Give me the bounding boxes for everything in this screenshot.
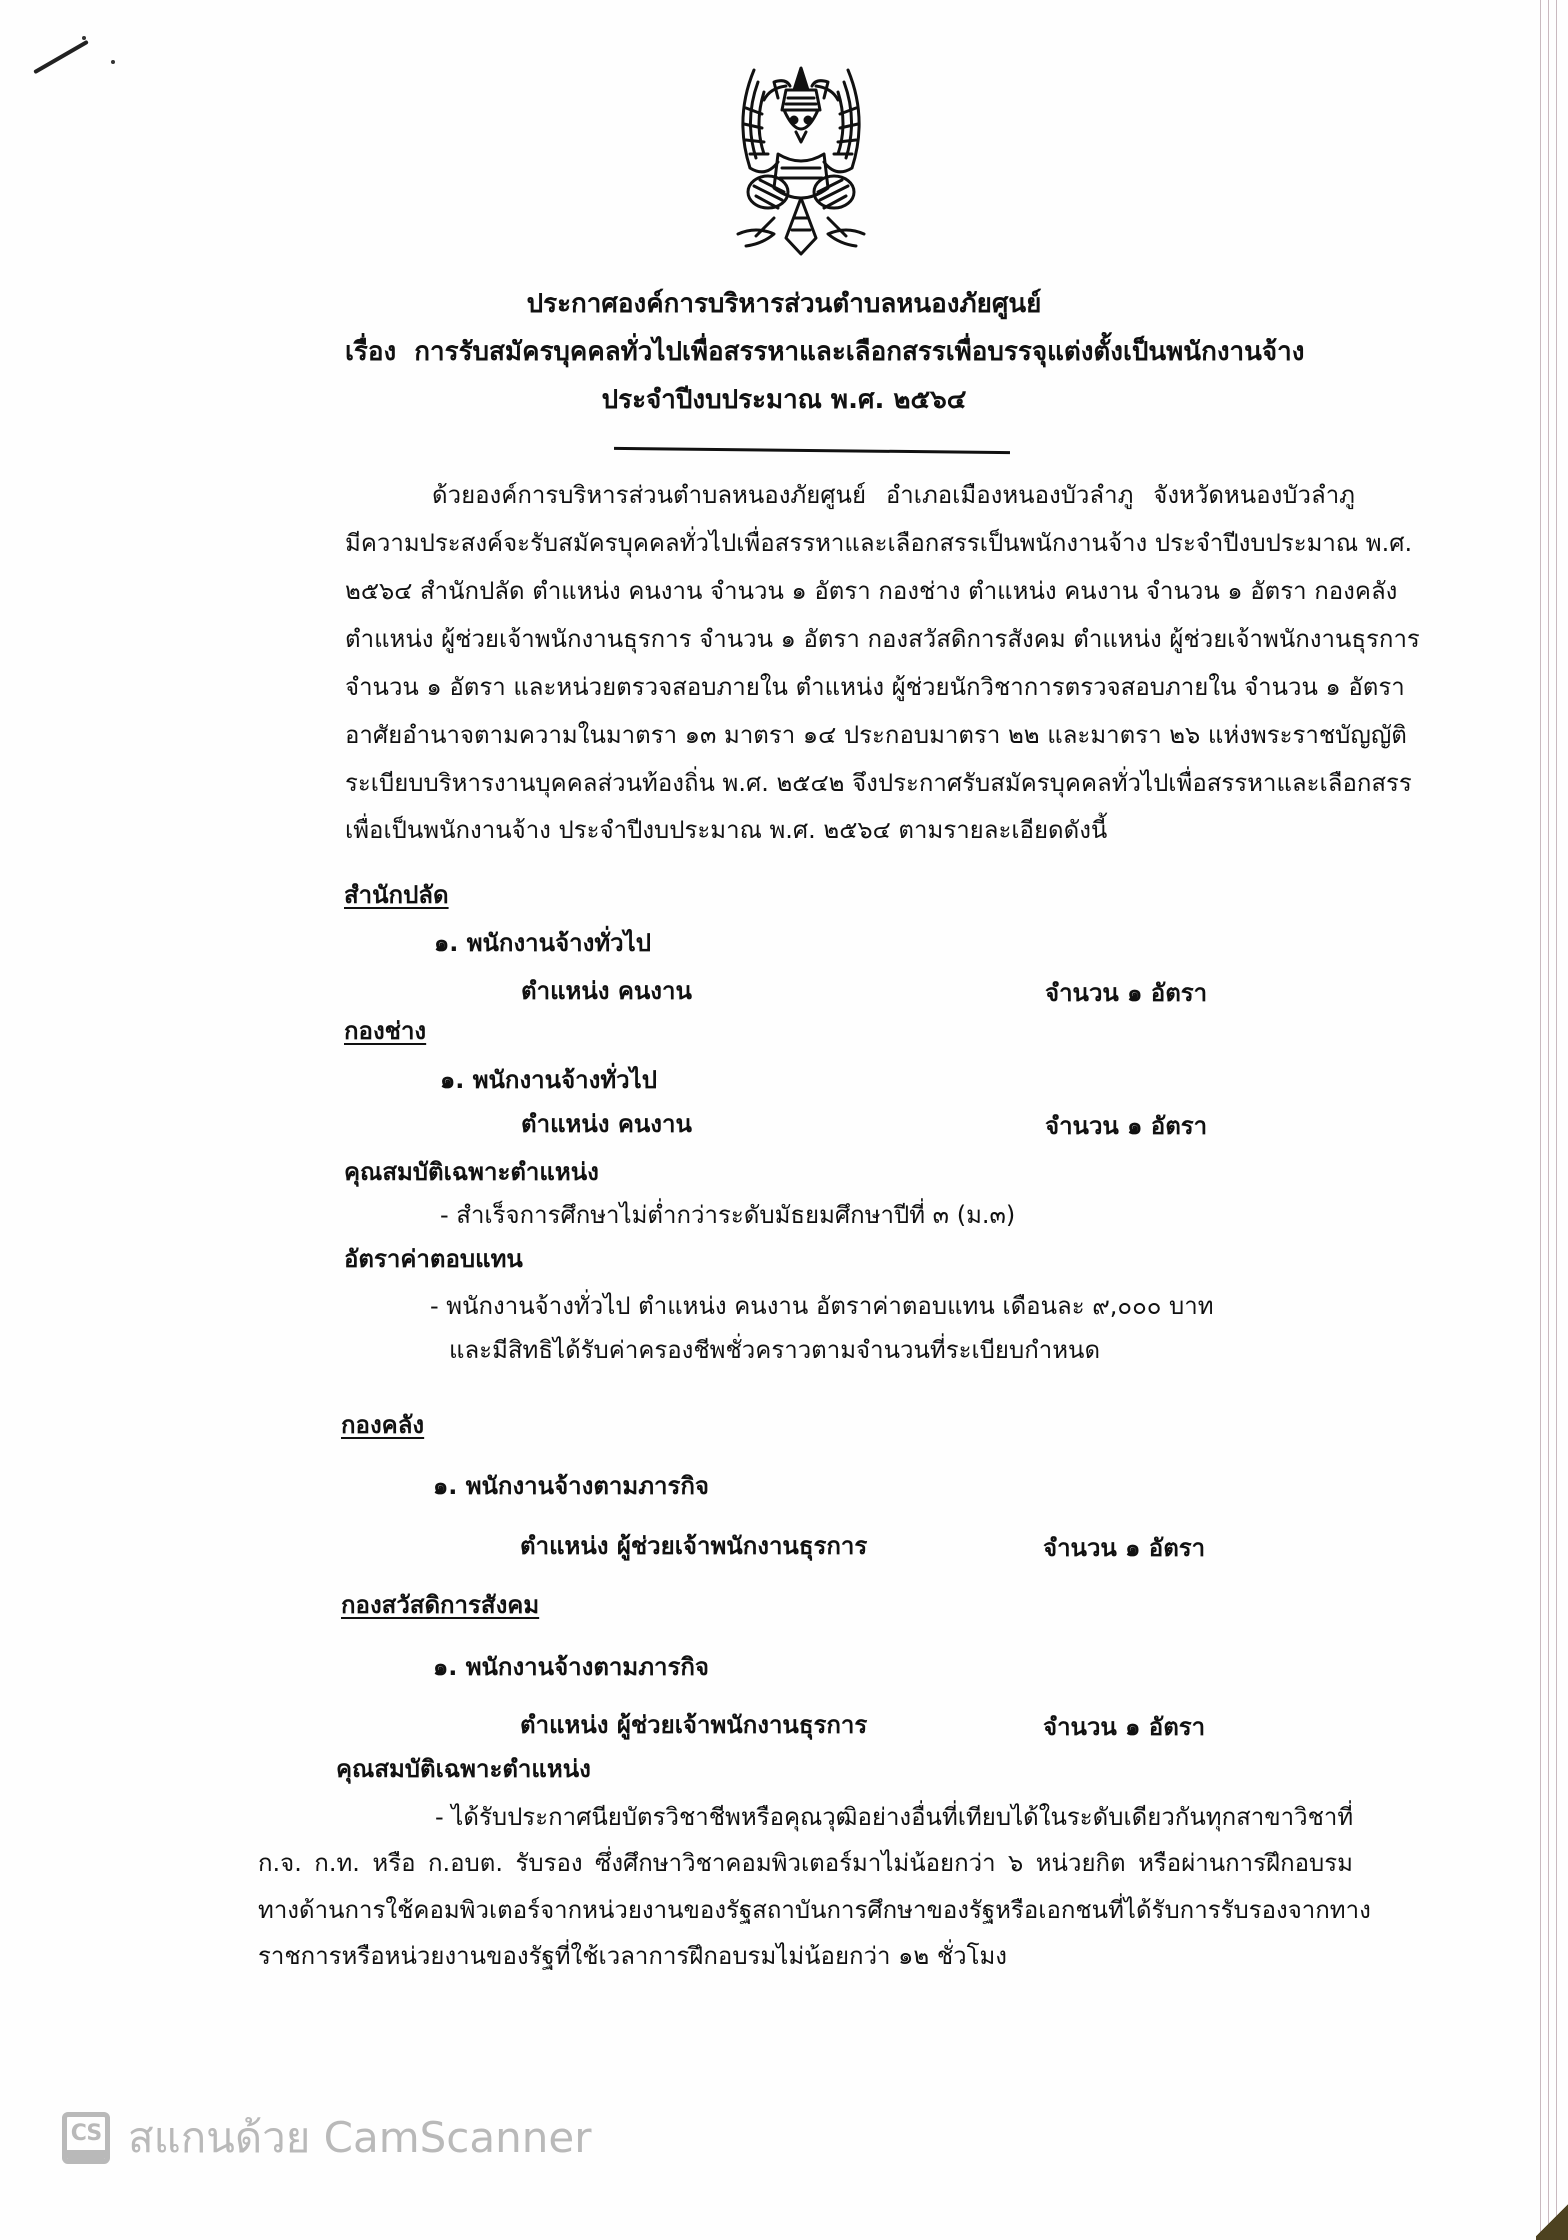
qualification-heading: คุณสมบัติเฉพาะตำแหน่ง — [336, 1755, 591, 1783]
paper-edge — [1556, 0, 1557, 2240]
position-count: จำนวน ๑ อัตรา — [1043, 1713, 1206, 1741]
intro-line: อาศัยอำนาจตามความในมาตรา ๑๓ มาตรา ๑๔ ประกอบมาตรา ๒๒ และมาตรา ๒๖ แห่งพระราชบัญญัติ — [345, 721, 1407, 749]
announcement-subject-row — [345, 331, 1304, 372]
qualification-line: ทางด้านการใช้คอมพิวเตอร์จากหน่วยงานของรัฐสถาบันการศึกษาของรัฐหรือเอกชนที่ได้รับการรับรองจากทาง — [258, 1896, 1371, 1924]
title-divider — [614, 447, 1010, 454]
subject-text: การรับสมัครบุคคลทั่วไปเพื่อสรรหาและเลือกสรรเพื่อบรรจุแต่งตั้งเป็นพนักงานจ้าง — [414, 337, 1305, 367]
intro-line: จำนวน ๑ อัตรา และหน่วยตรวจสอบภายใน ตำแหน่ง ผู้ช่วยนักวิชาการตรวจสอบภายใน จำนวน ๑ อัตรา — [345, 673, 1405, 701]
section-heading-welfare: กองสวัสดิการสังคม — [341, 1591, 540, 1619]
intro-line: ระเบียบบริหารงานบุคคลส่วนท้องถิ่น พ.ศ. ๒๕๔๒ จึงประกาศรับสมัครบุคคลทั่วไปเพื่อสรรหาและเลือกสรร — [345, 769, 1412, 797]
announcement-title: ประกาศองค์การบริหารส่วนตำบลหนองภัยศูนย์ — [526, 289, 1042, 319]
intro-line: ๒๕๖๔ สำนักปลัด ตำแหน่ง คนงาน จำนวน ๑ อัตรา กองช่าง ตำแหน่ง คนงาน จำนวน ๑ อัตรา กองคลัง — [345, 577, 1398, 605]
position-count: จำนวน ๑ อัตรา — [1043, 1534, 1206, 1562]
compensation-heading: อัตราค่าตอบแทน — [344, 1245, 523, 1273]
intro-line: ตำแหน่ง ผู้ช่วยเจ้าพนักงานธุรการ จำนวน ๑ อัตรา กองสวัสดิการสังคม ตำแหน่ง ผู้ช่วยเจ้าพนักงานธุรการ — [345, 625, 1420, 653]
camscanner-watermark — [62, 2112, 591, 2164]
scan-speck — [111, 60, 115, 64]
scan-speck — [82, 36, 86, 40]
position-count: จำนวน ๑ อัตรา — [1045, 979, 1208, 1007]
paper-edge — [1540, 0, 1541, 2240]
section-heading-palad: สำนักปลัด — [344, 881, 449, 909]
intro-line: ด้วยองค์การบริหารส่วนตำบลหนองภัยศูนย์ อำเภอเมืองหนองบัวลำภู จังหวัดหนองบัวลำภู — [432, 481, 1355, 509]
fiscal-year: ประจำปีงบประมาณ พ.ศ. ๒๕๖๔ — [601, 385, 967, 415]
subject-label: เรื่อง — [345, 337, 397, 367]
compensation-item: และมีสิทธิได้รับค่าครองชีพชั่วคราวตามจำนวนที่ระเบียบกำหนด — [449, 1336, 1101, 1364]
camscanner-logo-icon — [62, 2112, 110, 2164]
qualification-item: - สำเร็จการศึกษาไม่ต่ำกว่าระดับมัธยมศึกษาปีที่ ๓ (ม.๓) — [440, 1201, 1016, 1229]
employee-type: ๑. พนักงานจ้างตามภารกิจ — [433, 1472, 709, 1500]
position-count: จำนวน ๑ อัตรา — [1045, 1112, 1208, 1140]
qualification-line: ราชการหรือหน่วยงานของรัฐที่ใช้เวลาการฝึกอบรมไม่น้อยกว่า ๑๒ ชั่วโมง — [258, 1942, 1008, 1970]
employee-type: ๑. พนักงานจ้างตามภารกิจ — [433, 1653, 709, 1681]
intro-line: มีความประสงค์จะรับสมัครบุคคลทั่วไปเพื่อสรรหาและเลือกสรรเป็นพนักงานจ้าง ประจำปีงบประมาณ พ.ศ. — [345, 529, 1413, 557]
qualification-heading: คุณสมบัติเฉพาะตำแหน่ง — [344, 1158, 599, 1186]
qualification-line: - ได้รับประกาศนียบัตรวิชาชีพหรือคุณวุฒิอย่างอื่นที่เทียบได้ในระดับเดียวกันทุกสาขาวิชาที่ — [435, 1803, 1354, 1831]
scan-mark — [33, 40, 89, 74]
camscanner-logo-bar — [67, 2150, 105, 2159]
section-heading-engineering: กองช่าง — [344, 1017, 427, 1045]
garuda-emblem-icon — [716, 58, 886, 263]
camscanner-text: สแกนด้วย CamScanner — [128, 2113, 592, 2162]
compensation-item: - พนักงานจ้างทั่วไป ตำแหน่ง คนงาน อัตราค่าตอบแทน เดือนละ ๙,๐๐๐ บาท — [430, 1292, 1214, 1320]
position-name: ตำแหน่ง ผู้ช่วยเจ้าพนักงานธุรการ — [520, 1711, 868, 1739]
position-name: ตำแหน่ง ผู้ช่วยเจ้าพนักงานธุรการ — [520, 1532, 868, 1560]
camscanner-logo-text: CS — [70, 2121, 102, 2146]
paper-edge — [1548, 0, 1549, 2240]
position-name: ตำแหน่ง คนงาน — [521, 1110, 692, 1138]
intro-line: เพื่อเป็นพนักงานจ้าง ประจำปีงบประมาณ พ.ศ. ๒๕๖๔ ตามรายละเอียดดังนี้ — [345, 816, 1108, 844]
section-heading-finance: กองคลัง — [341, 1411, 425, 1439]
qualification-line: ก.จ. ก.ท. หรือ ก.อบต. รับรอง ซึ่งศึกษาวิชาคอมพิวเตอร์มาไม่น้อยกว่า ๖ หน่วยกิต หรือผ่านการฝึกอบรม — [258, 1849, 1353, 1877]
scan-corner-shadow — [1536, 2200, 1568, 2240]
employee-type: ๑. พนักงานจ้างทั่วไป — [434, 929, 651, 957]
employee-type: ๑. พนักงานจ้างทั่วไป — [440, 1066, 657, 1094]
position-name: ตำแหน่ง คนงาน — [521, 977, 692, 1005]
